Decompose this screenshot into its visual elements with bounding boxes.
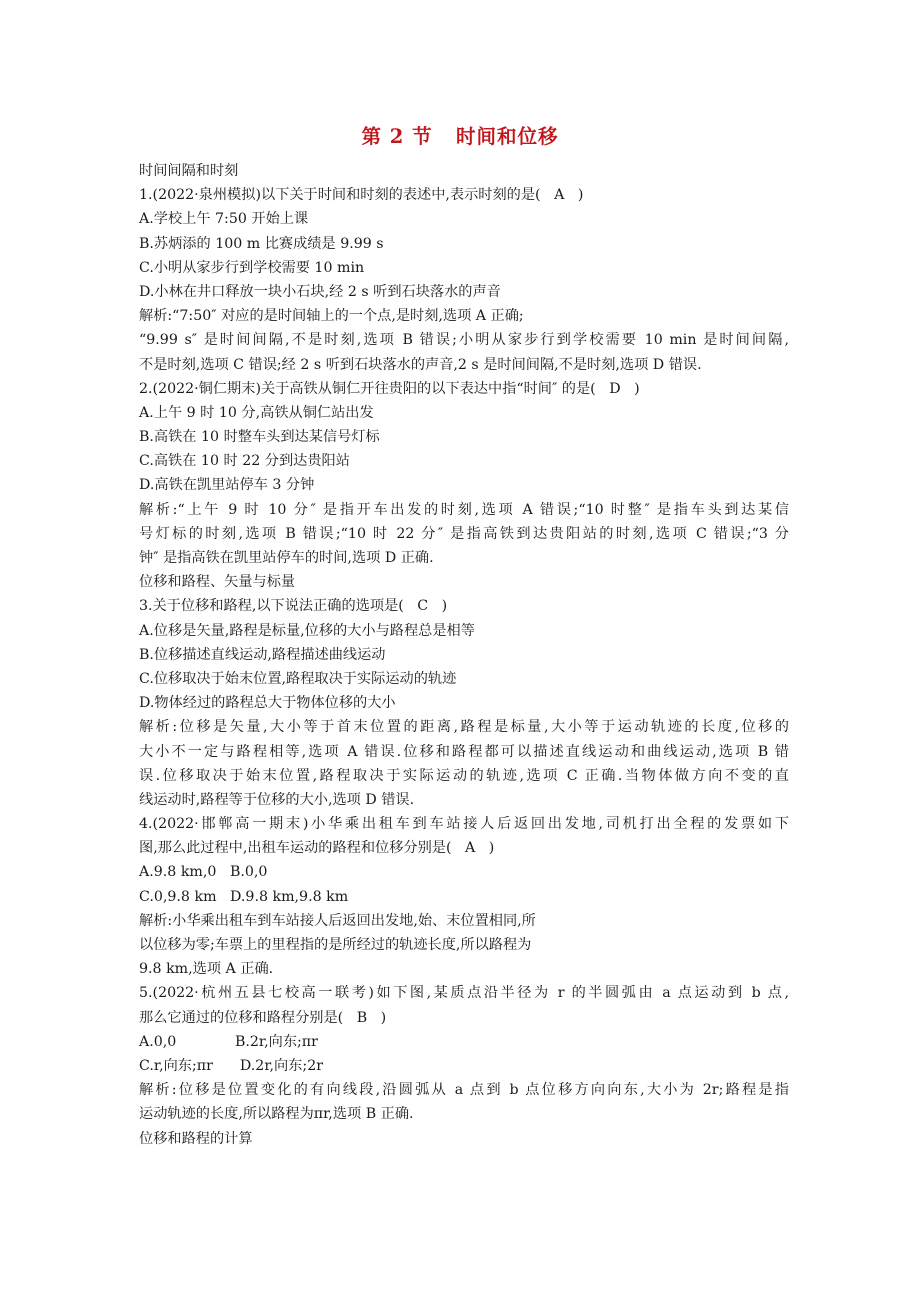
text-line: C.高铁在 10 时 22 分到达贵阳站 — [139, 453, 350, 470]
text-line: 号灯标的时刻,选项 B 错误;“10 时 22 分″ 是指高铁到达贵阳站的时刻,选项 C 错误;“3 分 — [139, 525, 789, 542]
watermark: com.cn — [490, 600, 680, 660]
text-line: 解析:“7:50″ 对应的是时间轴上的一个点,是时刻,选项 A 正确; — [139, 308, 524, 325]
text-line: 3.关于位移和路程,以下说法正确的选项是( C ) — [139, 598, 448, 615]
text-line: A.位移是矢量,路程是标量,位移的大小与路程总是相等 — [139, 622, 475, 639]
text-line: “9.99 s″ 是时间间隔,不是时刻,选项 B 错误;小明从家步行到学校需要 10 min 是时间间隔, — [139, 332, 789, 349]
text-line: D.高铁在凯里站停车 3 分钟 — [139, 477, 315, 494]
text-line: C.小明从家步行到学校需要 10 min — [139, 259, 365, 276]
text-line: 解析:“上午 9 时 10 分″ 是指开车出发的时刻,选项 A 错误;“10 时整″ 是指车头到达某信 — [139, 501, 789, 518]
text-line: 2.(2022·铜仁期末)关于高铁从铜仁开往贵阳的以下表达中指“时间″ 的是( D ) — [139, 380, 640, 397]
document-body — [139, 159, 789, 1151]
page-title: 第 2 节 时间和位移 — [361, 125, 559, 148]
text-line: C.r,向东;πr D.2r,向东;2r — [139, 1057, 324, 1074]
text-line: C.位移取决于始末位置,路程取决于实际运动的轨迹 — [139, 670, 457, 687]
text-line: 线运动时,路程等于位移的大小,选项 D 错误. — [139, 791, 415, 808]
text-line: 4.(2022·邯郸高一期末)小华乘出租车到车站接人后返回出发地,司机打出全程的发票如下 — [139, 816, 789, 833]
text-line: 大小不一定与路程相等,选项 A 错误.位移和路程都可以描述直线运动和曲线运动,选项 B 错 — [139, 743, 789, 760]
text-line: 位移和路程的计算 — [139, 1130, 253, 1147]
text-line: B.高铁在 10 时整车头到达某信号灯标 — [139, 429, 380, 446]
text-line: 9.8 km,选项 A 正确. — [139, 961, 274, 978]
text-line: A.9.8 km,0 B.0,0 — [139, 864, 268, 881]
text-line: C.0,9.8 km D.9.8 km,9.8 km — [139, 888, 349, 905]
text-line: 5.(2022·杭州五县七校高一联考)如下图,某质点沿半径为 r 的半圆弧由 a 点运动到 b 点, — [139, 985, 789, 1002]
text-line: 1.(2022·泉州模拟)以下关于时间和时刻的表述中,表示时刻的是( A ) — [139, 187, 584, 204]
text-line: 解析:小华乘出租车到车站接人后返回出发地,始、末位置相同,所 — [139, 912, 536, 929]
text-line: 图,那么此过程中,出租车运动的路程和位移分别是( A ) — [139, 840, 495, 857]
text-line: 解析:位移是矢量,大小等于首末位置的距离,路程是标量,大小等于运动轨迹的长度,位移的 — [139, 719, 789, 736]
text-line: 误.位移取决于始末位置,路程取决于实际运动的轨迹,选项 C 正确.当物体做方向不变的直 — [139, 767, 789, 784]
text-line: A.上午 9 时 10 分,高铁从铜仁站出发 — [139, 404, 374, 421]
text-line: 不是时刻,选项 C 错误;经 2 s 听到石块落水的声音,2 s 是时间间隔,不是时刻,选项 D 错误. — [139, 356, 702, 373]
text-line: 钟″ 是指高铁在凯里站停车的时间,选项 D 正确. — [139, 550, 434, 566]
text-line: D.小林在井口释放一块小石块,经 2 s 听到石块落水的声音 — [139, 283, 501, 300]
text-line: 运动轨迹的长度,所以路程为πr,选项 B 正确. — [139, 1106, 414, 1123]
text-line: A.学校上午 7:50 开始上课 — [139, 211, 309, 228]
text-line: D.物体经过的路程总大于物体位移的大小 — [139, 695, 396, 712]
text-line: A.0,0 B.2r,向东;πr — [139, 1033, 318, 1050]
text-line: 以位移为零;车票上的里程指的是所经过的轨迹长度,所以路程为 — [139, 937, 532, 953]
text-line: B.苏炳添的 100 m 比赛成绩是 9.99 s — [139, 235, 384, 252]
text-line: 那么它通过的位移和路程分别是( B ) — [139, 1009, 387, 1026]
text-line: 解析:位移是位置变化的有向线段,沿圆弧从 a 点到 b 点位移方向向东,大小为 2r;路程是指 — [139, 1082, 789, 1099]
text-line: 时间间隔和时刻 — [139, 163, 239, 179]
text-line: 位移和路程、矢量与标量 — [139, 574, 296, 591]
text-line: B.位移描述直线运动,路程描述曲线运动 — [139, 646, 386, 663]
